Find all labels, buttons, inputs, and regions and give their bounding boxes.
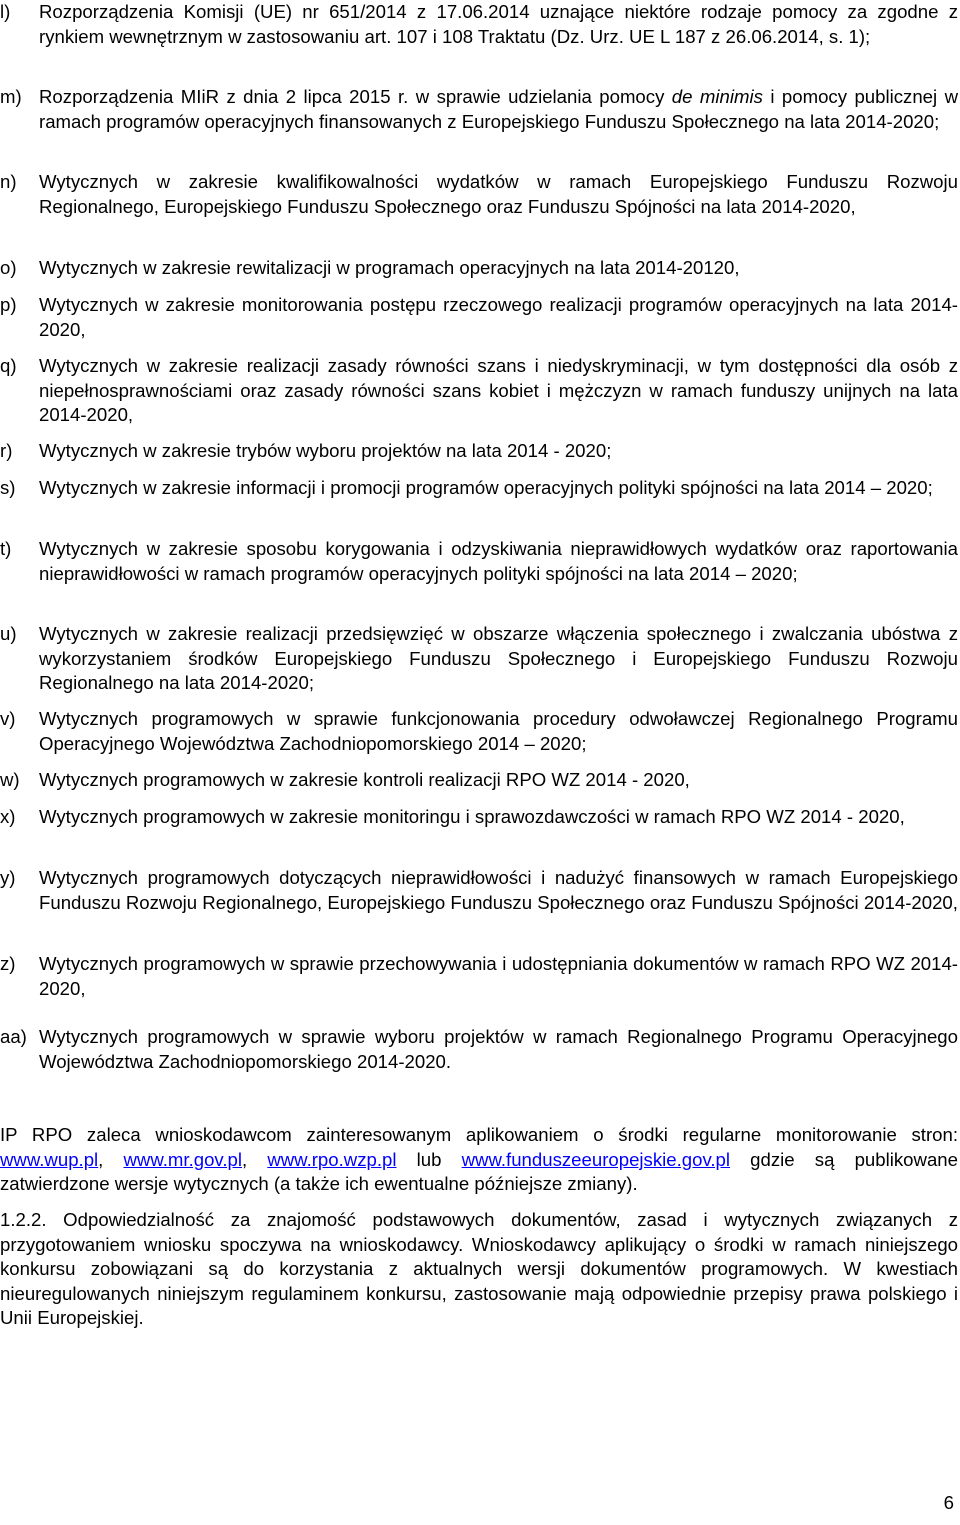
list-marker: t): [0, 538, 12, 559]
section-paragraph: [0, 1208, 958, 1331]
list-marker: q): [0, 355, 17, 376]
list-item-text: Wytycznych programowych w sprawie wyboru projektów w ramach Regionalnego Programu Operacyjnego Województwa Zachodniopomorskiego 2014-2020.: [39, 1026, 958, 1072]
list-item-text: Wytycznych w zakresie kwalifikowalności wydatków w ramach Europejskiego Funduszu Rozwoju Regionalnego, Europejskiego Funduszu Społecznego oraz Funduszu Spójności na lata 2014-2020,: [39, 171, 958, 217]
list-item-text: Wytycznych w zakresie realizacji zasady równości szans i niedyskryminacji, w tym dostępności dla osób z niepełnosprawnościami oraz zasady równości szans kobiet i mężczyzn w ramach funduszy unijnych na lata 2014-2020,: [39, 355, 958, 425]
list-item-v: [0, 707, 958, 756]
list-marker: z): [0, 953, 16, 974]
section-text: Odpowiedzialność za znajomość podstawowych dokumentów, zasad i wytycznych związanych z przygotowaniem wniosku spoczywa na wnioskodawcy. Wnioskodawcy aplikujący o środki w ramach niniejszego konkursu zobowiązani są do korzystania z aktualnych wersji dokumentów programowych. W kwestiach nieuregulowanych niniejszym regulaminem konkursu, zastosowanie mają odpowiednie przepisy prawa polskiego i Unii Europejskiej.: [0, 1209, 958, 1328]
list-marker: aa): [0, 1026, 27, 1047]
list-item-text: Wytycznych w zakresie monitorowania postępu rzeczowego realizacji programów operacyjnych na lata 2014-2020,: [39, 294, 958, 340]
list-item-m: [0, 85, 958, 134]
list-marker: w): [0, 769, 20, 790]
list-marker: l): [0, 1, 11, 22]
list-item-text: Wytycznych w zakresie rewitalizacji w programach operacyjnych na lata 2014-20120,: [39, 257, 740, 278]
list-item-text: Wytycznych w zakresie realizacji przedsięwzięć w obszarze włączenia społecznego i zwalczania ubóstwa z wykorzystaniem środków Europejskiego Funduszu Społecznego i Europejskiego Funduszu Rozwoju Regionalnego na lata 2014-2020;: [39, 623, 958, 693]
link-mr-gov[interactable]: www.mr.gov.pl: [123, 1148, 242, 1170]
list-item-text: Wytycznych programowych dotyczących nieprawidłowości i nadużyć finansowych w ramach Europejskiego Funduszu Rozwoju Regionalnego, Europejskiego Funduszu Społecznego oraz Funduszu Spójności 2014-2020,: [39, 867, 958, 913]
section-number: 1.2.2.: [0, 1209, 47, 1230]
list-item-text: Wytycznych w zakresie sposobu korygowania i odzyskiwania nieprawidłowych wydatków oraz raportowania nieprawidłowości w ramach programów operacyjnych polityki spójności na lata 2014 – 2020;: [39, 538, 958, 584]
page-number: 6: [943, 1492, 954, 1513]
list-item-u: [0, 622, 958, 696]
list-item-text: Wytycznych w zakresie informacji i promocji programów operacyjnych polityki spójności na lata 2014 – 2020;: [39, 477, 933, 498]
list-item-s: [0, 476, 958, 501]
list-item-text: Rozporządzenia MIiR z dnia 2 lipca 2015 r. w sprawie udzielania pomocy de minimis i pomocy publicznej w ramach programów operacyjnych finansowanych z Europejskiego Funduszu Społecznego na lata 2014-2020;: [39, 86, 958, 132]
list-item-r: [0, 439, 958, 464]
list-item-x: [0, 805, 958, 830]
list-item-l: [0, 0, 958, 49]
list-item-aa: [0, 1025, 958, 1074]
list-marker: r): [0, 440, 13, 461]
list-item-q: [0, 354, 958, 428]
list-item-y: [0, 866, 958, 915]
link-rpo-wzp[interactable]: www.rpo.wzp.pl: [267, 1148, 397, 1170]
list-marker: u): [0, 623, 17, 644]
list-item-w: [0, 768, 958, 793]
list-item-text: Rozporządzenia Komisji (UE) nr 651/2014 z 17.06.2014 uznające niektóre rodzaje pomocy za zgodne z rynkiem wewnętrznym w zastosowaniu art. 107 i 108 Traktatu (Dz. Urz. UE L 187 z 26.06.2014, s. 1);: [39, 1, 958, 47]
list-marker: v): [0, 708, 16, 729]
link-funduszeeuropejskie[interactable]: www.funduszeeuropejskie.gov.pl: [461, 1148, 731, 1170]
list-item-text: Wytycznych programowych w sprawie przechowywania i udostępniania dokumentów w ramach RPO WZ 2014-2020,: [39, 953, 958, 999]
list-item-n: [0, 170, 958, 219]
list-item-text: Wytycznych programowych w zakresie kontroli realizacji RPO WZ 2014 - 2020,: [39, 769, 690, 790]
list-item-o: [0, 256, 958, 281]
list-item-t: [0, 537, 958, 586]
list-marker: o): [0, 257, 17, 278]
list-item-p: [0, 293, 958, 342]
emphasis-de-minimis: de minimis: [671, 86, 763, 107]
list-marker: y): [0, 867, 16, 888]
list-marker: p): [0, 294, 17, 315]
list-item-z: [0, 952, 958, 1001]
list-item-text: Wytycznych programowych w zakresie monitoringu i sprawozdawczości w ramach RPO WZ 2014 - 2020,: [39, 806, 905, 827]
list-item-text: Wytycznych programowych w sprawie funkcjonowania procedury odwoławczej Regionalnego Programu Operacyjnego Województwa Zachodniopomorskiego 2014 – 2020;: [39, 708, 958, 754]
list-item-text: Wytycznych w zakresie trybów wyboru projektów na lata 2014 - 2020;: [39, 440, 612, 461]
recommendation-paragraph: IP RPO zaleca wnioskodawcom zainteresowanym aplikowaniem o środki regularne monitorowanie stron: www.wup.pl, www.mr.gov.pl, www.rpo.wzp.pl lub www.funduszeeuropejskie.gov.pl gdzie są publikowane zatwierdzone wersje wytycznych (a także ich ewentualne późniejsze zmiany).: [0, 1124, 958, 1194]
list-marker: x): [0, 806, 16, 827]
link-wup[interactable]: www.wup.pl: [0, 1148, 99, 1170]
list-marker: s): [0, 477, 16, 498]
list-marker: m): [0, 86, 22, 107]
list-marker: n): [0, 171, 17, 192]
